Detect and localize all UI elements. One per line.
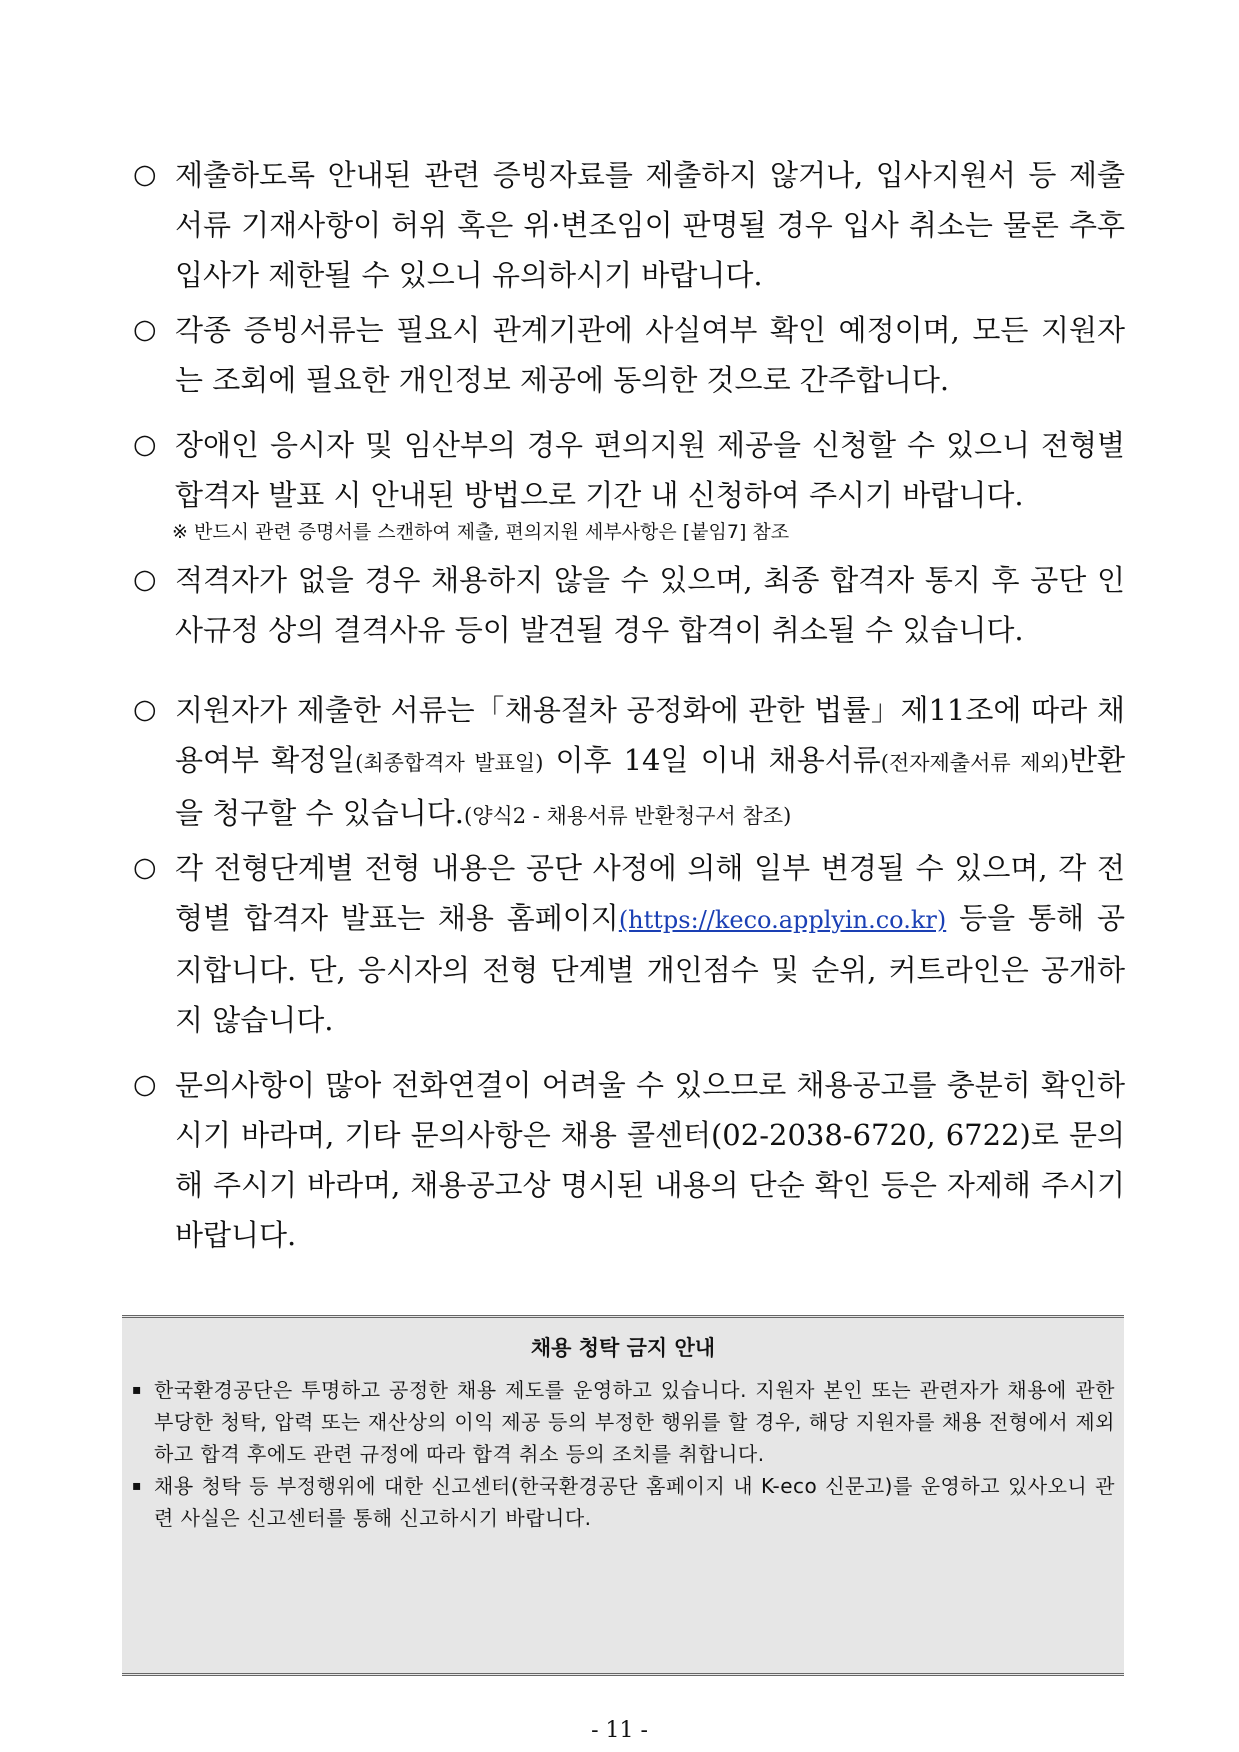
- item-text: 각종 증빙서류는 필요시 관계기관에 사실여부 확인 예정이며, 모든 지원자는 조회에 필요한 개인정보 제공에 동의한 것으로 간주합니다.: [175, 313, 1125, 397]
- item-small-text: (전자제출서류 제외): [880, 751, 1069, 775]
- notice-item: [130, 1470, 1115, 1534]
- item-text-part: 이후 14일 이내 채용서류: [543, 743, 881, 777]
- notice-title: 채용 청탁 금지 안내: [530, 1336, 716, 1360]
- circle-bullet-icon: ○: [133, 564, 157, 595]
- list-item: [133, 685, 1125, 841]
- list-item: [133, 305, 1125, 405]
- circle-bullet-icon: ○: [133, 314, 157, 345]
- list-item: [133, 843, 1125, 1045]
- list-item: [133, 1060, 1125, 1260]
- circle-bullet-icon: ○: [133, 1069, 157, 1100]
- notice-item-text: 한국환경공단은 투명하고 공정한 채용 제도를 운영하고 있습니다. 지원자 본인 또는 관련자가 채용에 관한 부당한 청탁, 압력 또는 재산상의 이익 제공 등의 부정한 행위를 할 경우, 해당 지원자를 채용 전형에서 제외하고 합격 후에도 관련 규정에 따라 합격 취소 등의 조치를 취합니다.: [154, 1378, 1115, 1466]
- list-item: [133, 555, 1125, 655]
- list-item: [133, 150, 1125, 300]
- item-text-part: 지원자가 제출한 서류는「채용절차 공정화에 관한 법률」제11조에 따라 채용여부 확정일: [175, 693, 1125, 777]
- item-text: 문의사항이 많아 전화연결이 어려울 수 있으므로 채용공고를 충분히 확인하시기 바라며, 기타 문의사항은 채용 콜센터(02-2038-6720, 6722)로 문의해 주시기 바라며, 채용공고상 명시된 내용의 단순 확인 등은 자제해 주시기 바랍니다.: [175, 1068, 1125, 1252]
- circle-bullet-icon: ○: [133, 694, 157, 725]
- notice-box: [122, 1315, 1124, 1676]
- list-item: [133, 420, 1125, 520]
- item-text-part: 반환을 청구할 수 있습니다.: [175, 743, 1125, 830]
- notice-item: [130, 1374, 1115, 1470]
- square-bullet-icon: ▪: [132, 1382, 142, 1398]
- item-text: [175, 843, 1125, 1045]
- item-small-text: (최종합격자 발표일): [355, 751, 544, 775]
- item-text: 제출하도록 안내된 관련 증빙자료를 제출하지 않거나, 입사지원서 등 제출서류 기재사항이 허위 혹은 위·변조임이 판명될 경우 입사 취소는 물론 추후 입사가 제한될 수 있으니 유의하시기 바랍니다.: [175, 158, 1125, 292]
- item-text: [175, 685, 1125, 841]
- item-small-text: (양식2 - 채용서류 반환청구서 참조): [464, 804, 792, 828]
- item-text-part: 등을 통해 공지합니다. 단, 응시자의 전형 단계별 개인점수 및 순위, 커트라인은 공개하지 않습니다.: [175, 901, 1125, 1037]
- item-text: 적격자가 없을 경우 채용하지 않을 수 있으며, 최종 합격자 통지 후 공단 인사규정 상의 결격사유 등이 발견될 경우 합격이 취소될 수 있습니다.: [175, 563, 1125, 647]
- item-text-part: 각 전형단계별 전형 내용은 공단 사정에 의해 일부 변경될 수 있으며, 각 전형별 합격자 발표는 채용 홈페이지: [175, 851, 1125, 935]
- page-number: - 11 -: [591, 1718, 648, 1743]
- circle-bullet-icon: ○: [133, 159, 157, 190]
- square-bullet-icon: ▪: [132, 1478, 142, 1494]
- item-text: 장애인 응시자 및 임산부의 경우 편의지원 제공을 신청할 수 있으니 전형별 합격자 발표 시 안내된 방법으로 기간 내 신청하여 주시기 바랍니다.: [175, 428, 1125, 512]
- circle-bullet-icon: ○: [133, 429, 157, 460]
- notice-body: [130, 1374, 1115, 1534]
- homepage-link[interactable]: (https://keco.applyin.co.kr): [618, 906, 947, 934]
- notice-item-text: 채용 청탁 등 부정행위에 대한 신고센터(한국환경공단 홈페이지 내 K-eco 신문고)를 운영하고 있사오니 관련 사실은 신고센터를 통해 신고하시기 바랍니다.: [154, 1474, 1115, 1530]
- reference-note: ※ 반드시 관련 증명서를 스캔하여 제출, 편의지원 세부사항은 [붙임7] 참조: [172, 521, 790, 543]
- circle-bullet-icon: ○: [133, 852, 157, 883]
